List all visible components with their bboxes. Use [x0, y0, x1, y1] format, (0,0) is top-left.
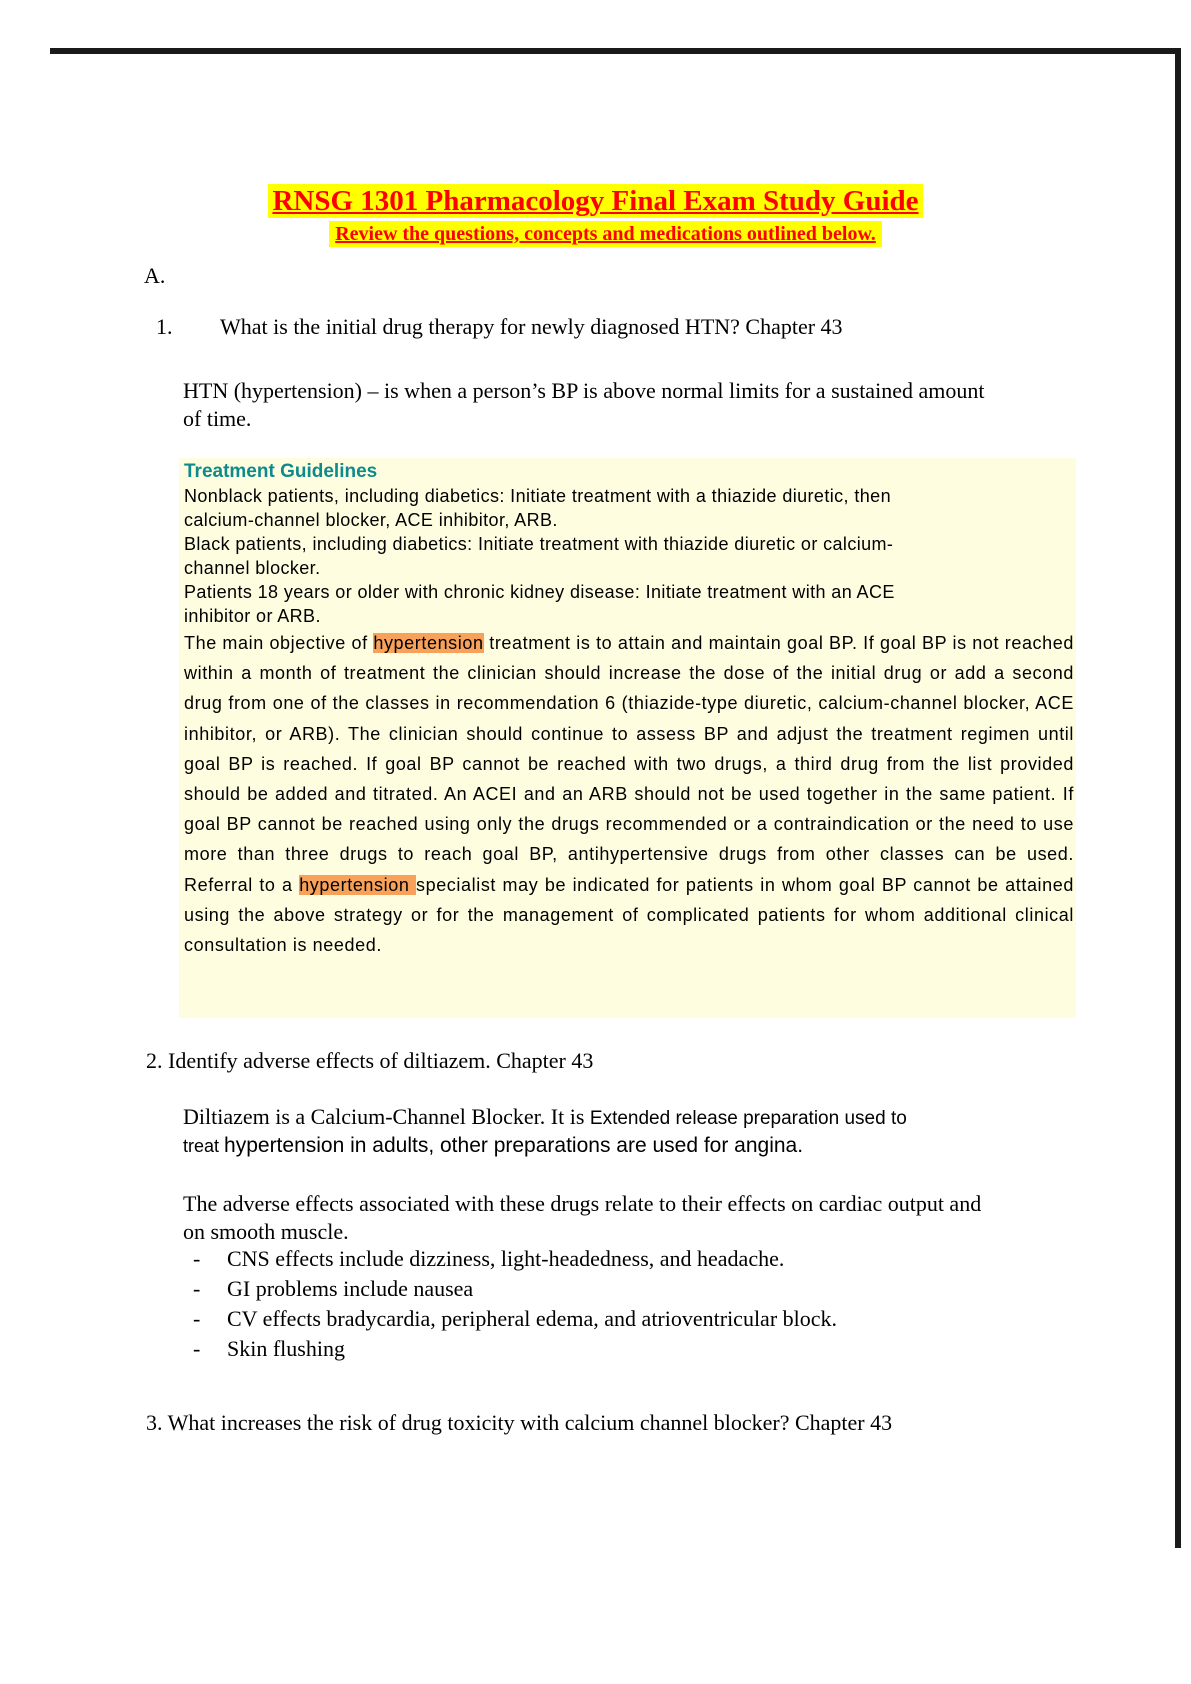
page-title: RNSG 1301 Pharmacology Final Exam Study Guide [268, 184, 922, 218]
diltiazem-line1 [183, 1103, 907, 1133]
q1-question: What is the initial drug therapy for newly diagnosed HTN? Chapter 43 [220, 314, 843, 339]
title-row [0, 184, 1191, 218]
bullet-marker: - [193, 1306, 201, 1331]
para-text: treatment is to attain and maintain goal BP. If goal BP is not reached within a month of treatment the clinician should increase the dose of the initial drug or add a second drug from one of the classes in recommendation 6 (thiazide-type diuretic, calcium-channel blocker, ACE inhibitor, or ARB). The clinician should continue to assess BP and adjust the treatment regimen until goal BP is reached. If goal BP cannot be reached with two drugs, a third drug from the list provided should be added and titrated. An ACEI and an ARB should not be used together in the same patient. If goal BP cannot be reached using only the drugs recommended or a contraindication or the need to use more than three drugs to reach goal BP, antihypertensive drugs from other classes can be used. Referral to a [184, 633, 1074, 895]
highlight-hypertension: hypertension [373, 633, 484, 653]
para-text: The main objective of [184, 633, 374, 653]
diltiazem-serif: Diltiazem is a Calcium-Channel Blocker. It is [183, 1104, 590, 1129]
guideline-line: calcium-channel blocker, ACE inhibitor, ARB. [184, 510, 558, 530]
guidelines-paragraph [184, 628, 1074, 960]
q1-definition-line1: HTN (hypertension) – is when a person’s BP is above normal limits for a sustained amount [183, 378, 985, 403]
para-text: specialist may be indicated for patients in whom goal BP cannot be attained using the above strategy or for the management of complicated patients for whom additional clinical consultation is needed. [184, 874, 1074, 956]
page-border-top [50, 48, 1181, 54]
diltiazem-sans: Extended release preparation used to [589, 1108, 907, 1129]
list-item: CNS effects include dizziness, light-headedness, and headache. [227, 1246, 785, 1271]
list-item: Skin flushing [227, 1336, 345, 1361]
list-item: GI problems include nausea [227, 1276, 474, 1301]
page-subtitle: Review the questions, concepts and medications outlined below. [329, 221, 882, 247]
highlight-hypertension: hypertension [299, 874, 416, 895]
page-border-right [1175, 48, 1181, 1548]
guideline-line: Patients 18 years or older with chronic kidney disease: Initiate treatment with an ACE [184, 582, 895, 602]
section-label: A. [144, 263, 166, 288]
q3-question: 3. What increases the risk of drug toxicity with calcium channel blocker? Chapter 43 [146, 1410, 893, 1435]
q2-question: 2. Identify adverse effects of diltiazem. Chapter 43 [146, 1048, 594, 1073]
list-item: CV effects bradycardia, peripheral edema, and atrioventricular block. [227, 1306, 838, 1331]
q1-definition-line2: of time. [183, 406, 252, 431]
guideline-line: channel blocker. [184, 558, 321, 578]
guideline-line: Nonblack patients, including diabetics: Initiate treatment with a thiazide diuretic, then [184, 486, 891, 506]
guidelines-heading: Treatment Guidelines [184, 461, 378, 482]
guideline-line: Black patients, including diabetics: Initiate treatment with thiazide diuretic or calcium- [184, 534, 894, 554]
subtitle-row [0, 221, 1191, 247]
q1-number: 1. [156, 314, 173, 339]
bullet-marker: - [193, 1276, 201, 1301]
diltiazem-treat: treat [183, 1136, 225, 1156]
adverse-line1: The adverse effects associated with these drugs relate to their effects on cardiac output and [183, 1191, 982, 1216]
guideline-line: inhibitor or ARB. [184, 606, 321, 626]
diltiazem-line2 [183, 1131, 803, 1160]
adverse-line2: on smooth muscle. [183, 1219, 349, 1244]
bullet-marker: - [193, 1246, 201, 1271]
diltiazem-rest: hypertension in adults, other preparations are used for angina. [224, 1134, 804, 1157]
bullet-marker: - [193, 1336, 201, 1361]
